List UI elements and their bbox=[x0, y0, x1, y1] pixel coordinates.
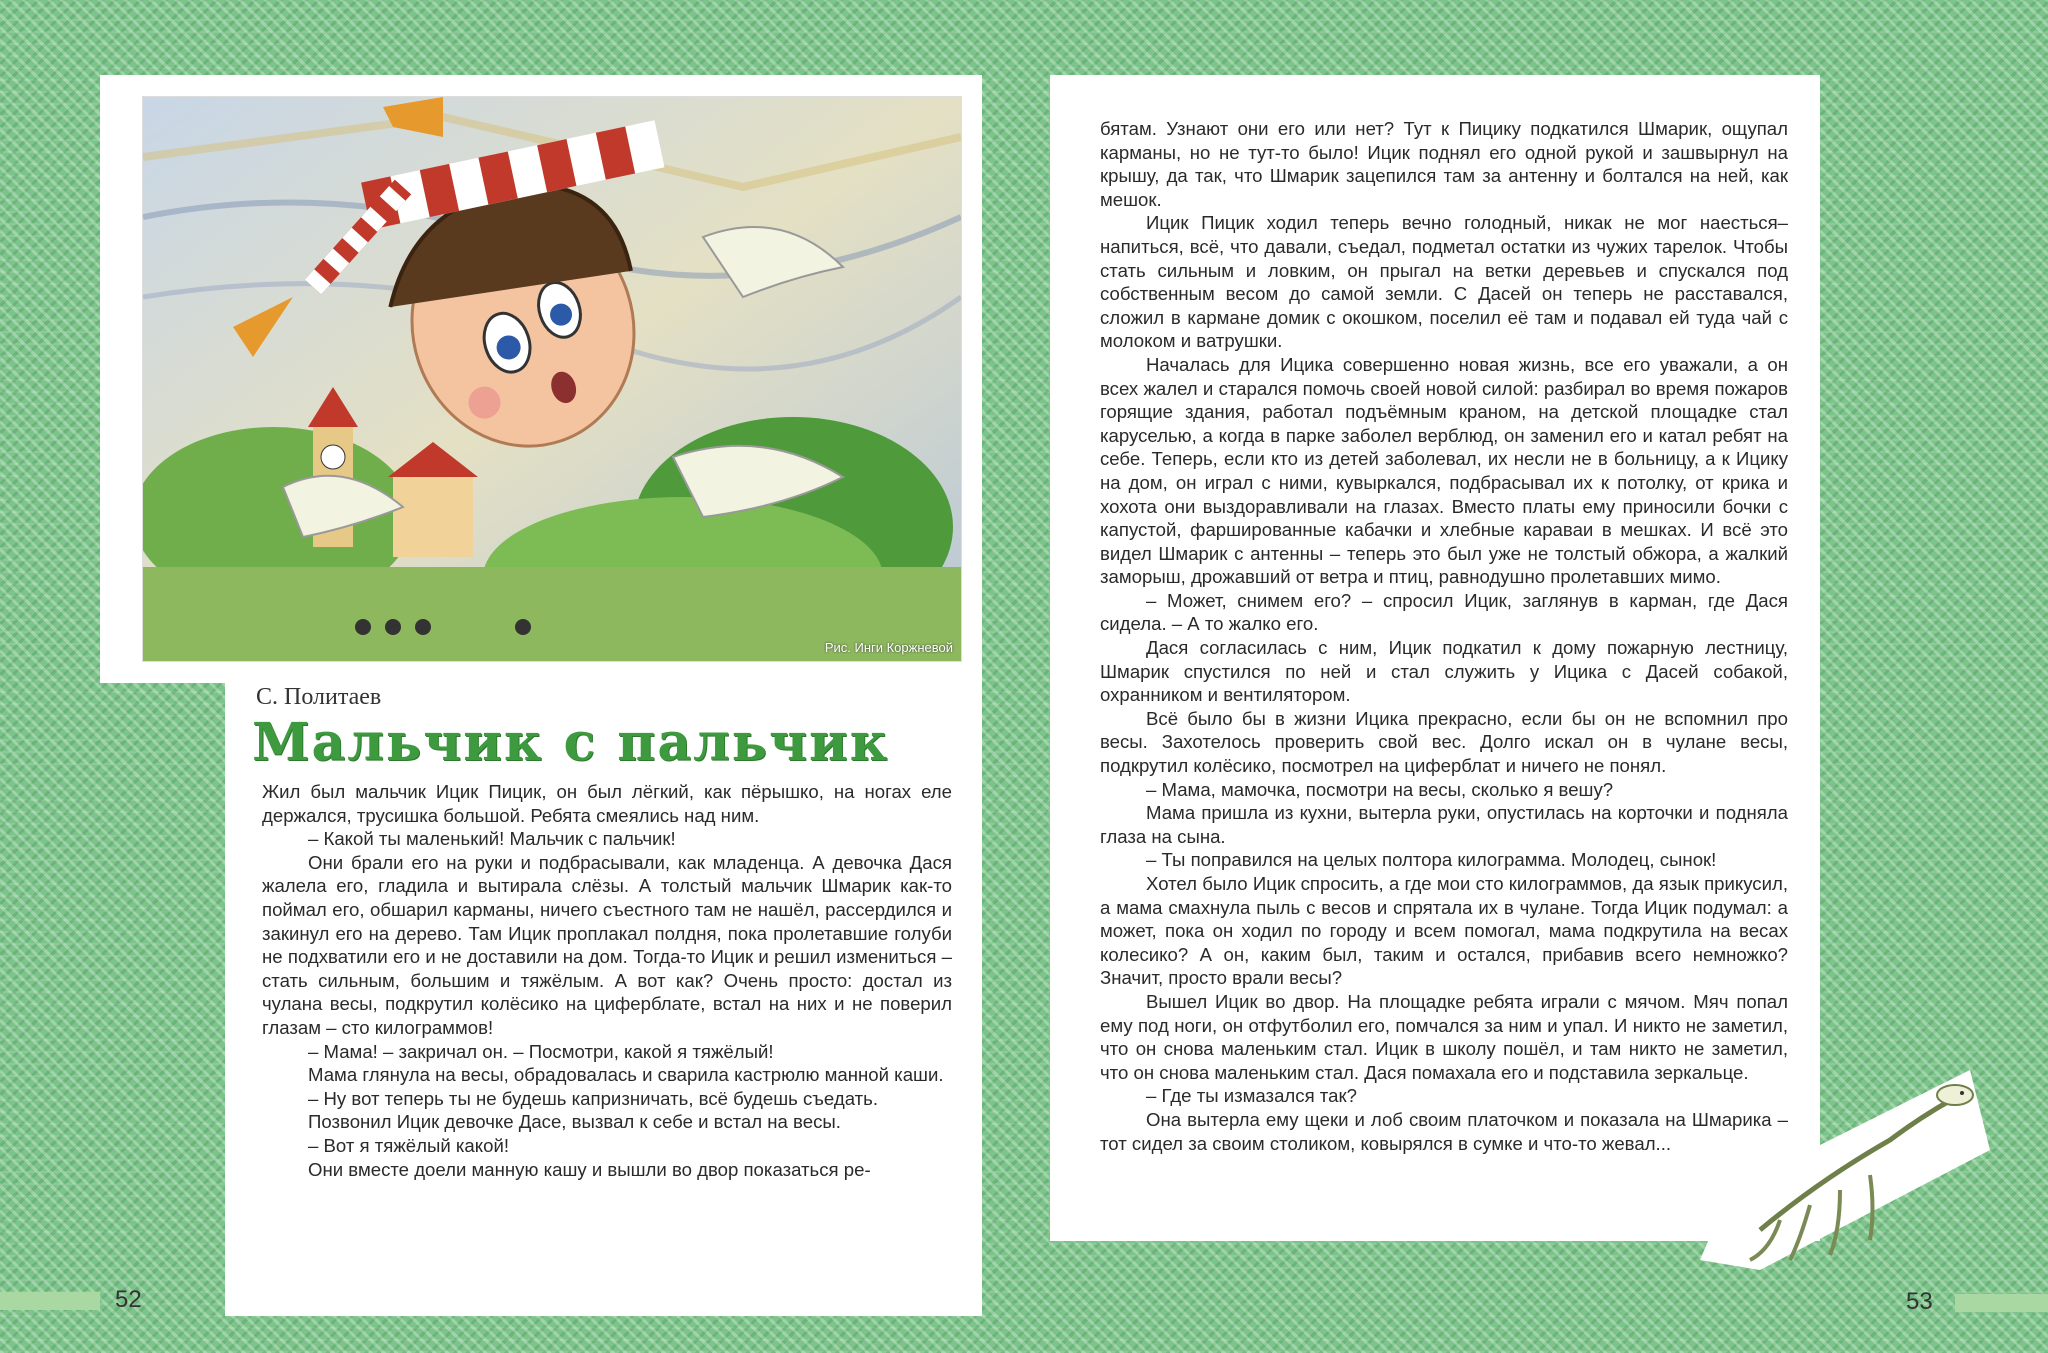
paragraph: – Может, снимем его? – спросил Ицик, заглянув в карман, где Дася сидела. – А то жалко его. bbox=[1100, 589, 1788, 635]
paragraph: – Какой ты маленький! Мальчик с пальчик! bbox=[308, 828, 676, 850]
paragraph: Дася согласилась с ним, Ицик подкатил к дому пожарную лестницу, Шмарик спустился по ней и стал служить у Ицика с Дасей собакой, охранником и вентилятором. bbox=[1100, 637, 1788, 706]
paragraph: Мама глянула на весы, обрадовалась и сварила кастрюлю манной каши. bbox=[308, 1064, 944, 1086]
paragraph: – Мама! – закричал он. – Посмотри, какой я тяжёлый! bbox=[308, 1040, 774, 1062]
paragraph: Началась для Ицика совершенно новая жизнь, все его уважали, а он всех жалел и старался помочь своей новой силой: разбирал во время пожаров горящие здания, работал подъёмным краном, на детской площадке стал каруселью, а когда в парке заболел верблюд, он заменил его и катал ребят на себе. Теперь, если кто из детей заболевал, их несли не в больницу, а к Ицику на дом, он играл с ними, кувыркался, подбрасывал их к потолку, от крика и хохота они выздоравливали на глазах. Вместо платы ему приносили бочки с капустой, фаршированные кабачки и хлебные караваи в мешках. И всё это видел Шмарик с антенны – теперь это был уже не толстый обжора, а жалкий заморыш, дрожавший от ветра и птиц, равнодушно пролетавших мимо. bbox=[1100, 353, 1788, 588]
story-author: С. Политаев bbox=[256, 684, 382, 710]
story-illustration bbox=[142, 96, 962, 662]
paragraph: бятам. Узнают они его или нет? Тут к Пицику подкатился Шмарик, ощупал карманы, но не тут-то было! Ицик поднял его одной рукой и зашвырнул на крышу, да так, что Шмарик зацепился там за антенну и болтался на ней, как мешок. bbox=[1100, 118, 1788, 210]
paragraph: – Мама, мамочка, посмотри на весы, сколько я вешу? bbox=[1146, 778, 1614, 800]
page-number-left: 52 bbox=[115, 1286, 142, 1313]
illustration-caption: Рис. Инги Коржневой bbox=[824, 640, 953, 655]
paragraph: Хотел было Ицик спросить, а где мои сто килограммов, да язык прикусил, а мама смахнула пыль с весов и спрятала их в чулане. Тогда Ицик подумал: а может, пока он ходил по городу и всем помогал, мама подкрутила на весах колесико? А он, каким был, таким и остался, прибавив всего немножко? Значит, просто врали весы? bbox=[1100, 873, 1788, 989]
paragraph: – Вот я тяжёлый какой! bbox=[308, 1134, 510, 1156]
paragraph: – Ты поправился на целых полтора килограмма. Молодец, сынок! bbox=[1146, 849, 1717, 871]
paragraph: Они брали его на руки и подбрасывали, как младенца. А девочка Дася жалела его, гладила и вытирала слёзы. А толстый мальчик Шмарик как-то поймал его, обшарил карманы, ничего съестного там не нашёл, рассердился и закинул его на дерево. Там Ицик проплакал полдня, пока пролетавшие голуби не подхватили его и не доставили на дом. Тогда-то Ицик и решил измениться – стать сильным, большим и тяжёлым. А вот как? Очень просто: достал из чулана весы, подкрутил колёсико на циферблате, встал на них и не поверил глазам – сто килограммов! bbox=[262, 851, 952, 1038]
bird-drawing bbox=[1700, 1070, 2000, 1270]
paragraph: Позвонил Ицик девочке Дасе, вызвал к себе и встал на весы. bbox=[308, 1111, 841, 1133]
paragraph: Мама пришла из кухни, вытерла руки, опустилась на корточки и подняла глаза на сына. bbox=[1100, 802, 1788, 847]
bird-illustration bbox=[1700, 1070, 2000, 1270]
story-title: Мальчик с пальчик bbox=[252, 712, 890, 773]
right-text-column bbox=[1100, 117, 1788, 1155]
paragraph: Она вытерла ему щеки и лоб своим платочком и показала на Шмарика – тот сидел за своим столиком, ковырялся в сумке и что-то жевал... bbox=[1100, 1108, 1788, 1154]
illustration-drawing bbox=[143, 97, 961, 661]
paragraph: Вышел Ицик во двор. На площадке ребята играли с мячом. Мяч попал ему под ноги, он отфутболил его, помчался за ним и упал. И никто не заметил, что он снова маленьким стал. Ицик в школу пошёл, и там никто не заметил, что он снова маленьким стал. Дася помахала его и подставила зеркальце. bbox=[1100, 990, 1788, 1083]
page-bar-left bbox=[0, 1292, 100, 1310]
page-bar-right bbox=[1955, 1294, 2048, 1312]
left-text-column bbox=[262, 780, 952, 1181]
paragraph: Они вместе доели манную кашу и вышли во двор показаться ре- bbox=[308, 1158, 871, 1180]
paragraph: Всё было бы в жизни Ицика прекрасно, если бы он не вспомнил про весы. Захотелось проверить свой вес. Долго искал он в чулане весы, подкрутил колёсико, посмотрел на циферблат и ничего не понял. bbox=[1100, 707, 1788, 777]
paragraph: – Где ты измазался так? bbox=[1146, 1085, 1357, 1107]
paragraph: Жил был мальчик Ицик Пицик, он был лёгкий, как пёрышко, на ногах еле держался, трусишка большой. Ребята смеялись над ним. bbox=[262, 781, 952, 826]
paragraph: – Ну вот теперь ты не будешь капризничать, всё будешь съедать. bbox=[308, 1087, 879, 1109]
page-number-right: 53 bbox=[1906, 1288, 1933, 1315]
paragraph: Ицик Пицик ходил теперь вечно голодный, никак не мог наесться– напиться, всё, что давали, съедал, подметал остатки из чужих тарелок. Чтобы стать сильным и ловким, он прыгал на ветки деревьев и спускался под собственным весом до самой земли. С Дасей он теперь не расставался, сложил в кармане домик с окошком, поселил её там и подавал ей туда чай с молоком и ватрушки. bbox=[1100, 212, 1788, 352]
